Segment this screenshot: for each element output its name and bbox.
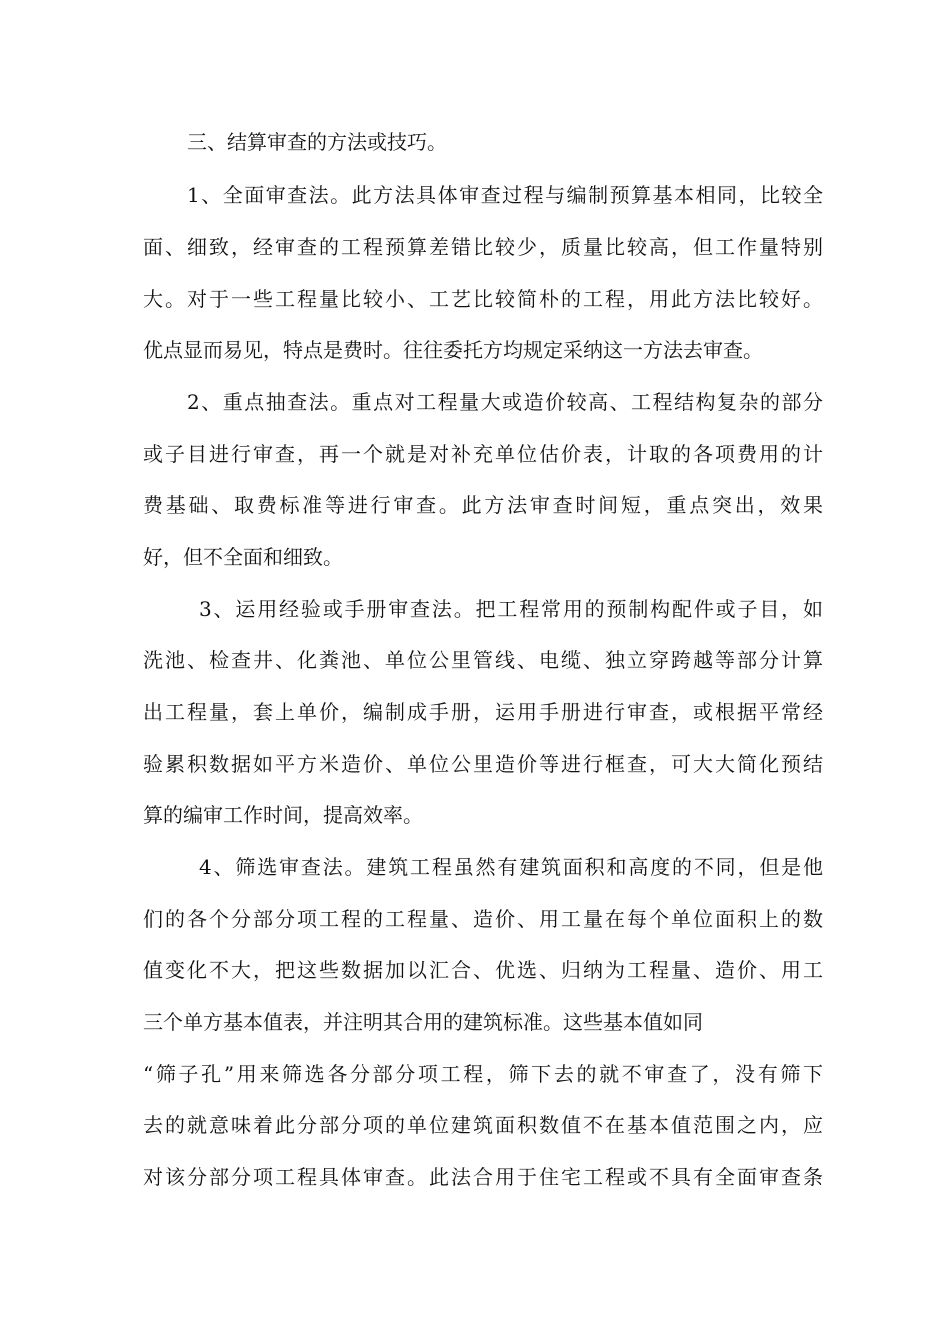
paragraph-3-line-5: 算的编审工作时间，提高效率。 — [143, 803, 423, 827]
paragraph-4-line-7: 对该分部分项工程具体审查。此法合用于住宅工程或不具有全面审查条 — [143, 1165, 823, 1189]
paragraph-1-line-3: 大。对于一些工程量比较小、工艺比较简朴的工程，用此方法比较好。 — [143, 287, 823, 311]
paragraph-4-line-3: 值变化不大，把这些数据加以汇合、优选、归纳为工程量、造价、用工 — [143, 958, 823, 982]
paragraph-1-line-1: 1、全面审查法。此方法具体审查过程与编制预算基本相同，比较全 — [187, 183, 823, 207]
paragraph-4-line-5: “筛子孔”用来筛选各分部分项工程，筛下去的就不审查了，没有筛下 — [143, 1062, 823, 1086]
paragraph-2-line-3: 费基础、取费标准等进行审查。此方法审查时间短，重点突出，效果 — [143, 493, 823, 517]
paragraph-4-line-6: 去的就意味着此分部分项的单位建筑面积数值不在基本值范围之内，应 — [143, 1113, 823, 1137]
paragraph-3-line-4: 验累积数据如平方米造价、单位公里造价等进行框查，可大大简化预结 — [143, 752, 823, 776]
paragraph-1-line-2: 面、细致，经审查的工程预算差错比较少，质量比较高，但工作量特别 — [143, 235, 823, 259]
paragraph-4-line-4: 三个单方基本值表，并注明其合用的建筑标准。这些基本值如同 — [143, 1010, 703, 1034]
paragraph-4-line-2: 们的各个分部分项工程的工程量、造价、用工量在每个单位面积上的数 — [143, 907, 823, 931]
paragraph-4-line-1: 4、筛选审查法。建筑工程虽然有建筑面积和高度的不同，但是他 — [199, 855, 823, 879]
section-heading: 三、结算审查的方法或技巧。 — [187, 130, 447, 154]
paragraph-2-line-2: 或子目进行审查，再一个就是对补充单位估价表，计取的各项费用的计 — [143, 442, 823, 466]
paragraph-2-line-4: 好，但不全面和细致。 — [143, 545, 343, 569]
paragraph-2-line-1: 2、重点抽查法。重点对工程量大或造价较高、工程结构复杂的部分 — [187, 390, 823, 414]
paragraph-1-line-4: 优点显而易见，特点是费时。往往委托方均规定采纳这一方法去审查。 — [143, 338, 763, 362]
paragraph-3-line-1: 3、运用经验或手册审查法。把工程常用的预制构配件或子目，如 — [199, 597, 823, 621]
paragraph-3-line-3: 出工程量，套上单价，编制成手册，运用手册进行审查，或根据平常经 — [143, 700, 823, 724]
paragraph-3-line-2: 洗池、检查井、化粪池、单位公里管线、电缆、独立穿跨越等部分计算 — [143, 648, 823, 672]
